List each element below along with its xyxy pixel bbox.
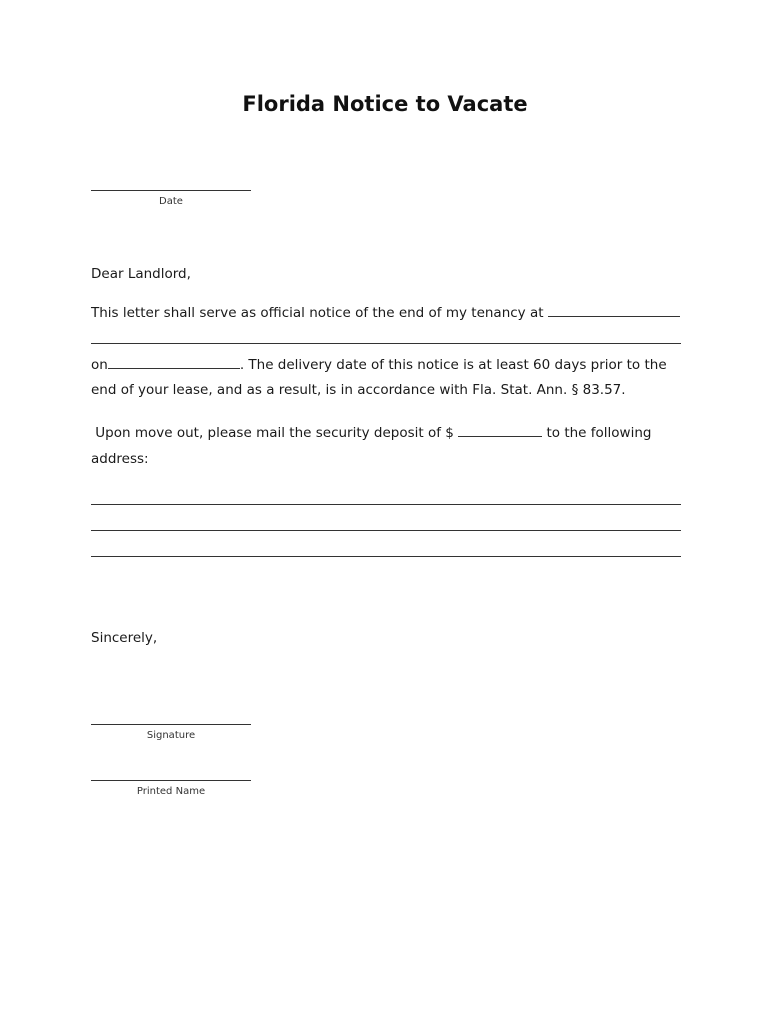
end-date-field[interactable] — [108, 356, 240, 369]
paragraph2-following-text: to the following — [542, 425, 652, 441]
paragraph1-line3 — [91, 356, 667, 373]
printed-name-block — [91, 780, 251, 797]
paragraph2-deposit-text: Upon move out, please mail the security deposit of $ — [91, 425, 459, 441]
paragraph1-line4: end of your lease, and as a result, is in accordance with Fla. Stat. Ann. § 83.57. — [91, 382, 626, 398]
paragraph2-line1 — [91, 424, 651, 441]
paragraph1-on-text: on — [91, 357, 108, 373]
document-title: Florida Notice to Vacate — [242, 92, 528, 116]
signature-block — [91, 724, 251, 741]
printed-name-field[interactable] — [91, 780, 251, 781]
paragraph2-line2: address: — [91, 451, 149, 467]
date-field[interactable] — [91, 190, 251, 191]
signature-field[interactable] — [91, 724, 251, 725]
forwarding-address-line-2[interactable] — [91, 530, 681, 531]
paragraph1-line1-text: This letter shall serve as official notice of the end of my tenancy at — [91, 305, 548, 321]
paragraph1-line1 — [91, 304, 680, 321]
salutation: Dear Landlord, — [91, 266, 191, 282]
paragraph1-line3-text: . The delivery date of this notice is at least 60 days prior to the — [239, 357, 667, 373]
closing: Sincerely, — [91, 630, 158, 646]
tenancy-address-field[interactable] — [548, 304, 680, 317]
forwarding-address-line-1[interactable] — [91, 504, 681, 505]
forwarding-address-line-3[interactable] — [91, 556, 681, 557]
printed-name-label: Printed Name — [136, 786, 206, 797]
tenancy-address-field-continued[interactable] — [91, 343, 681, 344]
deposit-amount-field[interactable] — [458, 424, 542, 437]
date-label: Date — [159, 196, 183, 207]
date-block — [91, 190, 251, 207]
signature-label: Signature — [146, 730, 196, 741]
